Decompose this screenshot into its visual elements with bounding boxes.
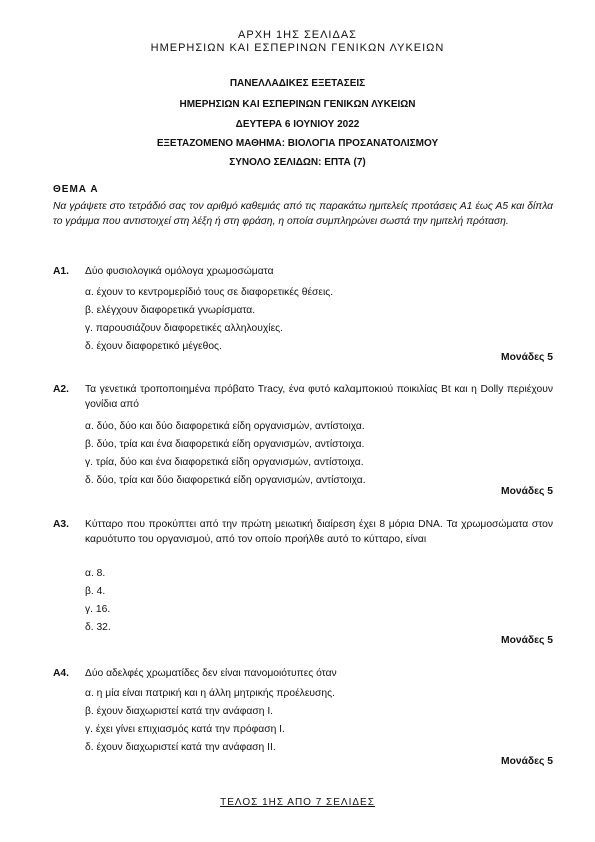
option-b: β. δύο, τρία και ένα διαφορετικά είδη οργανισμών, αντίστοιχα.: [85, 439, 365, 450]
question-number: Α1.: [53, 266, 70, 277]
option-c: γ. παρουσιάζουν διαφορετικές αλληλουχίες.: [85, 323, 283, 334]
theme-heading: ΘΕΜΑ Α: [53, 184, 99, 195]
option-d: δ. δύο, τρία και δύο διαφορετικά είδη οργανισμών, αντίστοιχα.: [85, 475, 366, 486]
marks: Μονάδες 5: [501, 635, 553, 646]
question-number: Α4.: [53, 668, 70, 679]
option-b: β. 4.: [85, 586, 106, 597]
exam-page-count: ΣΥΝΟΛΟ ΣΕΛΙΔΩΝ: ΕΠΤΑ (7): [229, 157, 366, 168]
page-footer: ΤΕΛΟΣ 1ΗΣ ΑΠΟ 7 ΣΕΛΙΔΕΣ: [220, 797, 375, 808]
page-start-header: ΑΡΧΗ 1ΗΣ ΣΕΛΙΔΑΣ: [238, 29, 357, 41]
option-c: γ. 16.: [85, 604, 111, 615]
question-text: Δύο φυσιολογικά ομόλογα χρωμοσώματα: [85, 266, 274, 277]
option-a: α. δύο, δύο και δύο διαφορετικά είδη οργανισμών, αντίστοιχα.: [85, 421, 365, 432]
option-a: α. η μία είναι πατρική και η άλλη μητρικής προέλευσης.: [85, 688, 335, 699]
question-text: Τα γενετικά τροποποιημένα πρόβατο Tracy, ένα φυτό καλαμποκιού ποικιλίας Bt και η Dolly περιέχουν γονίδια από: [85, 384, 553, 410]
question-number: Α3.: [53, 519, 70, 530]
instructions: Να γράψετε στο τετράδιό σας τον αριθμό καθεμιάς από τις παρακάτω ημιτελείς προτάσεις Α1 έως Α5 και δίπλα το γράμμα που αντιστοιχεί στη λέξη ή στη φράση, η οποία συμπληρώνει σωστά την ημιτελή πρόταση.: [53, 201, 553, 227]
marks: Μονάδες 5: [501, 756, 553, 767]
schools-header: ΗΜΕΡΗΣΙΩΝ ΚΑΙ ΕΣΠΕΡΙΝΩΝ ΓΕΝΙΚΩΝ ΛΥΚΕΙΩΝ: [150, 42, 445, 54]
marks: Μονάδες 5: [501, 486, 553, 497]
option-d: δ. έχουν διαφορετικό μέγεθος.: [85, 341, 222, 352]
exam-date: ΔΕΥΤΕΡΑ 6 ΙΟΥΝΙΟΥ 2022: [235, 119, 360, 130]
exam-subject: ΕΞΕΤΑΖΟΜΕΝΟ ΜΑΘΗΜΑ: ΒΙΟΛΟΓΙΑ ΠΡΟΣΑΝΑΤΟΛΙΣΜΟΥ: [156, 138, 439, 149]
marks: Μονάδες 5: [501, 352, 553, 363]
option-b: β. ελέγχουν διαφορετικά γνωρίσματα.: [85, 305, 256, 316]
question-text: Δύο αδελφές χρωματίδες δεν είναι πανομοιότυπες όταν: [85, 668, 337, 679]
option-d: δ. έχουν διαχωριστεί κατά την ανάφαση ΙΙ.: [85, 742, 276, 753]
option-a: α. έχουν το κεντρομερίδιό τους σε διαφορετικές θέσεις.: [85, 287, 334, 298]
option-c: γ. τρία, δύο και ένα διαφορετικά είδη οργανισμών, αντίστοιχα.: [85, 457, 364, 468]
exam-schools: ΗΜΕΡΗΣΙΩΝ ΚΑΙ ΕΣΠΕΡΙΝΩΝ ΓΕΝΙΚΩΝ ΛΥΚΕΙΩΝ: [179, 99, 416, 110]
question-number: Α2.: [53, 384, 70, 395]
exam-title: ΠΑΝΕΛΛΑΔΙΚΕΣ ΕΞΕΤΑΣΕΙΣ: [229, 78, 366, 89]
option-c: γ. έχει γίνει επιχιασμός κατά την πρόφαση Ι.: [85, 724, 285, 735]
option-d: δ. 32.: [85, 622, 111, 633]
option-b: β. έχουν διαχωριστεί κατά την ανάφαση Ι.: [85, 706, 274, 717]
question-text: Κύτταρο που προκύπτει από την πρώτη μειωτική διαίρεση έχει 8 μόρια DNA. Τα χρωμοσώματα στον καρυότυπο του οργανισμού, από τον οποίο προήλθε αυτό το κύτταρο, είναι: [85, 519, 553, 545]
option-a: α. 8.: [85, 568, 106, 579]
